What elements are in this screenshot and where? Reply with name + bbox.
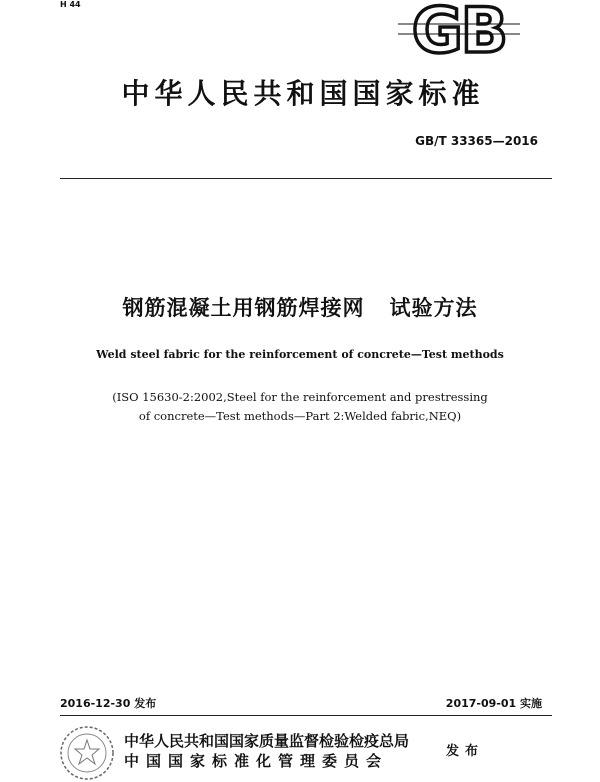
issuer-name-2: 中国国家标准化管理委员会 [124,752,389,770]
ics-code: H 44 [60,0,81,9]
issuer-name-1: 中华人民共和国国家质量监督检验检疫总局 [124,732,410,750]
official-seal-icon [58,724,116,782]
standard-number: GB/T 33365—2016 [415,134,538,148]
title-chinese: 钢筋混凝土用钢筋焊接网 试验方法 [122,296,478,320]
bottom-divider [60,715,552,716]
iso-reference-line-1: (ISO 15630-2:2002,Steel for the reinforcement and prestressing [112,390,488,404]
title-english: Weld steel fabric for the reinforcement of concrete—Test methods [96,348,504,361]
implementation-date: 2017-09-01 实施 [445,697,542,710]
top-divider [60,178,552,179]
gb-logo [398,0,520,62]
iso-reference-line-2: of concrete—Test methods—Part 2:Welded fabric,NEQ) [138,409,462,423]
gb-logo-text: GB [411,0,507,62]
issue-date: 2016-12-30 发布 [60,697,157,710]
national-standard-title: 中华人民共和国国家标准 [121,77,485,110]
publish-label: 发布 [446,744,485,759]
